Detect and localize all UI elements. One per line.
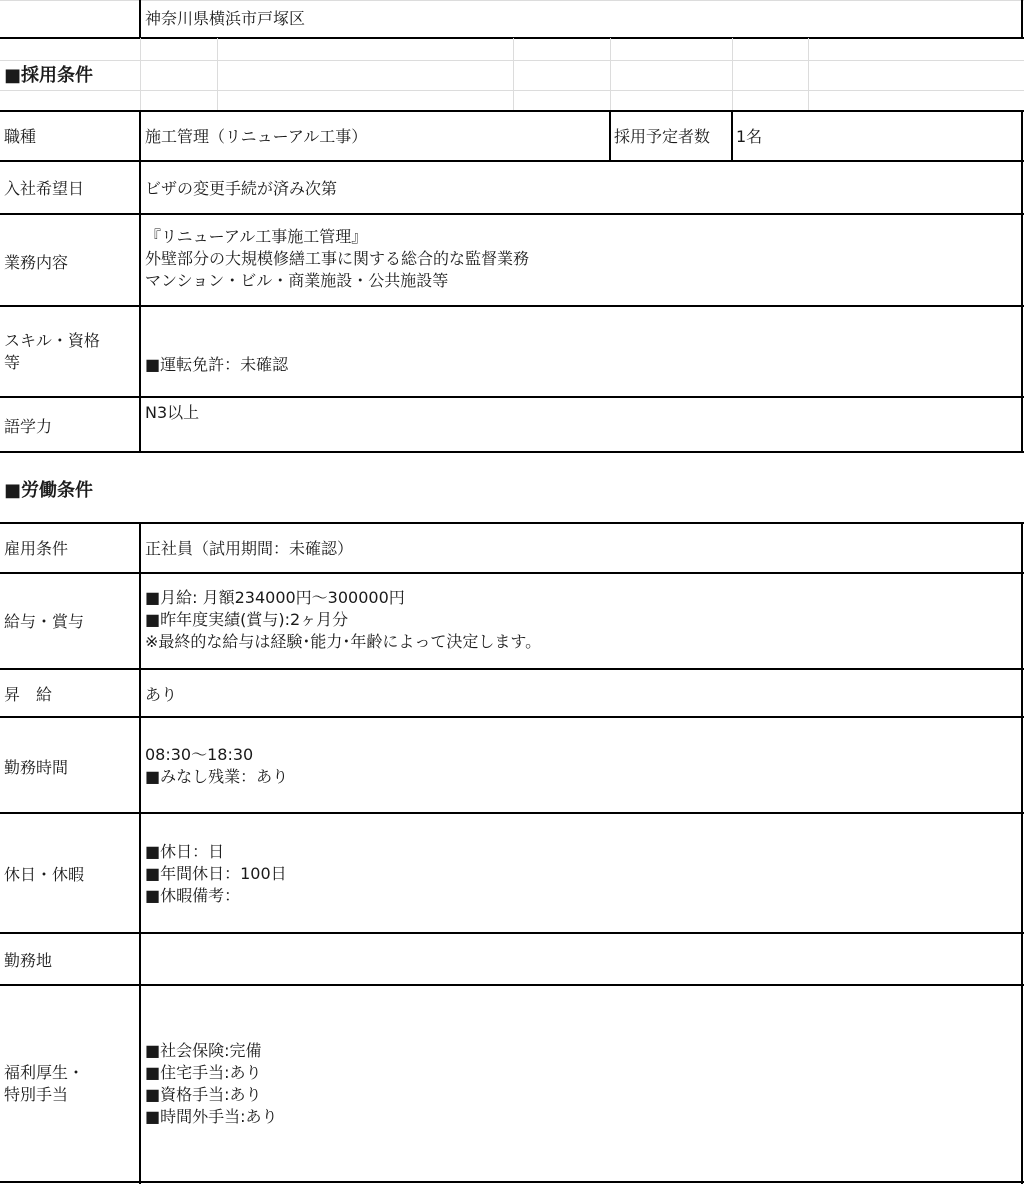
- salary-line: ※最終的な給与は経験･能力･年齢によって決定します。: [145, 632, 542, 651]
- grid-line: [0, 932, 1024, 934]
- welfare-line: ■資格手当:あり: [145, 1085, 262, 1104]
- language-value: N3以上: [145, 403, 200, 422]
- grid-line: [0, 812, 1024, 814]
- grid-line: [610, 38, 611, 110]
- start-date-label: 入社希望日: [4, 179, 85, 198]
- skills-value: ■運転免許：未確認: [145, 355, 289, 374]
- grid-line: [0, 37, 1024, 39]
- skills-label: スキル・資格: [4, 331, 100, 350]
- grid-line: [139, 522, 141, 1184]
- hiring-count-label: 採用予定者数: [614, 127, 711, 146]
- salary-line: ■月給: 月額234000円～300000円: [145, 588, 405, 607]
- grid-line: [0, 60, 1024, 61]
- section-title-recruit: ■採用条件: [4, 65, 94, 86]
- grid-line: [0, 110, 1024, 112]
- skills-label: 等: [4, 353, 21, 372]
- holidays-line: ■休暇備考：: [145, 886, 241, 905]
- duties-line: マンション・ビル・商業施設・公共施設等: [145, 271, 449, 290]
- grid-line: [513, 38, 514, 110]
- grid-line: [0, 160, 1024, 162]
- welfare-label: 特別手当: [4, 1085, 69, 1104]
- duties-line: 外壁部分の大規模修繕工事に関する総合的な監督業務: [145, 249, 530, 268]
- grid-line: [0, 1181, 1024, 1183]
- welfare-line: ■時間外手当:あり: [145, 1107, 278, 1126]
- grid-line: [0, 572, 1024, 574]
- grid-line: [0, 984, 1024, 986]
- salary-label: 給与・賞与: [4, 612, 85, 631]
- grid-line: [217, 38, 218, 110]
- hours-label: 勤務時間: [4, 758, 69, 777]
- grid-line: [731, 110, 733, 162]
- grid-line: [140, 38, 141, 110]
- grid-line: [808, 38, 809, 110]
- hiring-count-value: 1名: [736, 127, 763, 146]
- duties-line: 『リニューアル工事施工管理』: [145, 227, 368, 246]
- holidays-label: 休日・休暇: [4, 865, 85, 884]
- grid-line: [0, 451, 1024, 453]
- raise-value: あり: [145, 685, 178, 704]
- employment-value: 正社員（試用期間：未確認）: [145, 539, 354, 558]
- duties-label: 業務内容: [4, 253, 69, 272]
- grid-line: [0, 396, 1024, 398]
- grid-line: [0, 0, 1024, 1]
- grid-line: [0, 668, 1024, 670]
- grid-line: [139, 0, 141, 38]
- grid-line: [732, 38, 733, 110]
- location-label: 勤務地: [4, 951, 53, 970]
- grid-line: [1021, 0, 1023, 38]
- holidays-line: ■休日：日: [145, 842, 225, 861]
- raise-label: 昇 給: [4, 685, 53, 704]
- start-date-value: ビザの変更手続が済み次第: [145, 179, 338, 198]
- job-type-label: 職種: [4, 127, 37, 146]
- welfare-line: ■社会保険:完備: [145, 1041, 262, 1060]
- grid-line: [1021, 522, 1023, 1184]
- address-cell: 神奈川県横浜市戸塚区: [145, 9, 306, 28]
- job-type-value: 施工管理（リニューアル工事）: [145, 127, 368, 146]
- hours-line: ■みなし残業：あり: [145, 767, 289, 786]
- grid-line: [0, 716, 1024, 718]
- section-title-work: ■労働条件: [4, 480, 94, 501]
- grid-line: [0, 213, 1024, 215]
- language-label: 語学力: [4, 417, 53, 436]
- welfare-label: 福利厚生・: [4, 1063, 85, 1082]
- grid-line: [609, 110, 611, 162]
- employment-label: 雇用条件: [4, 539, 69, 558]
- hours-line: 08:30～18:30: [145, 745, 254, 764]
- grid-line: [0, 305, 1024, 307]
- welfare-line: ■住宅手当:あり: [145, 1063, 262, 1082]
- salary-line: ■昨年度実績(賞与):2ヶ月分: [145, 610, 349, 629]
- grid-line: [0, 522, 1024, 524]
- holidays-line: ■年間休日：100日: [145, 864, 287, 883]
- grid-line: [0, 90, 1024, 91]
